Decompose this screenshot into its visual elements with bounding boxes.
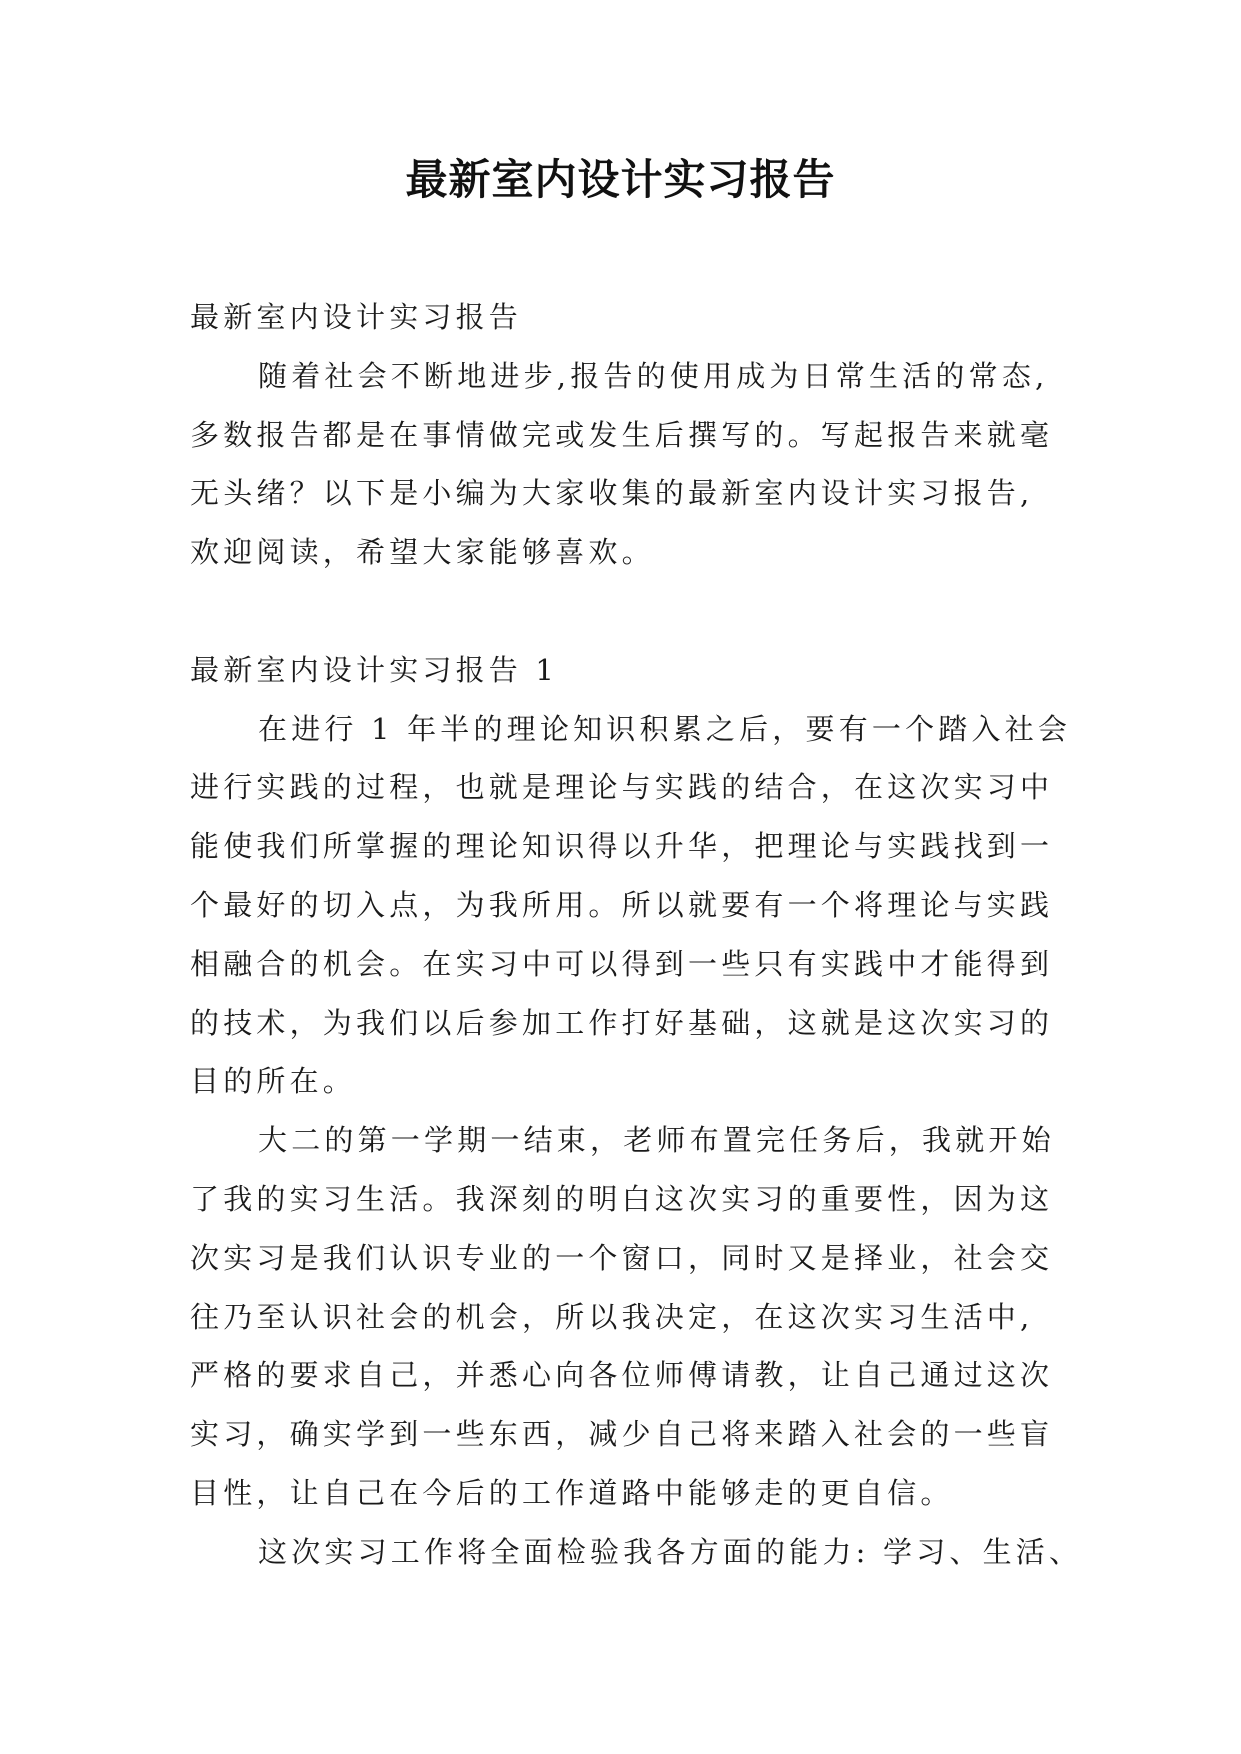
text-line: 的技术，为我们以后参加工作打好基础，这就是这次实习的: [190, 1005, 1054, 1040]
text-line: 多数报告都是在事情做完或发生后撰写的。写起报告来就毫: [190, 417, 1054, 452]
text-line: 个最好的切入点，为我所用。所以就要有一个将理论与实践: [190, 887, 1054, 922]
text-line: 最新室内设计实习报告: [190, 300, 523, 334]
paragraph-first-line: 在进行 1 年半的理论知识积累之后，要有一个踏入社会: [258, 711, 1072, 746]
text-line: 最新室内设计实习报告 1: [190, 652, 559, 687]
text-line: 往乃至认识社会的机会，所以我决定，在这次实习生活中,: [190, 1299, 1034, 1334]
text-line: 严格的要求自己，并悉心向各位师傅请教，让自己通过这次: [190, 1358, 1054, 1393]
text-line: 相融合的机会。在实习中可以得到一些只有实践中才能得到: [190, 946, 1054, 981]
text-line: 欢迎阅读，希望大家能够喜欢。: [190, 535, 655, 570]
text-line: 能使我们所掌握的理论知识得以升华，把理论与实践找到一: [190, 829, 1054, 864]
paragraph-first-line: 这次实习工作将全面检验我各方面的能力: 学习、生活、: [258, 1534, 1083, 1569]
text-line: 目性，让自己在今后的工作道路中能够走的更自信。: [190, 1475, 954, 1510]
text-line: 进行实践的过程，也就是理论与实践的结合，在这次实习中: [190, 770, 1054, 805]
paragraph-first-line: 大二的第一学期一结束，老师布置完任务后，我就开始: [258, 1123, 1055, 1158]
text-line: 了我的实习生活。我深刻的明白这次实习的重要性，因为这: [190, 1181, 1054, 1216]
paragraph-gap: [190, 582, 1070, 641]
text-line: 目的所在。: [190, 1064, 357, 1099]
paragraph-first-line: 随着社会不断地进步,报告的使用成为日常生活的常态,: [258, 358, 1049, 393]
document-body: [190, 288, 1083, 1582]
text-line: 次实习是我们认识专业的一个窗口，同时又是择业，社会交: [190, 1240, 1054, 1275]
text-line: 实习，确实学到一些东西，减少自己将来踏入社会的一些盲: [190, 1417, 1054, 1452]
document-title: 最新室内设计实习报告: [405, 155, 836, 204]
text-line: 无头绪？以下是小编为大家收集的最新室内设计实习报告,: [190, 476, 1034, 511]
